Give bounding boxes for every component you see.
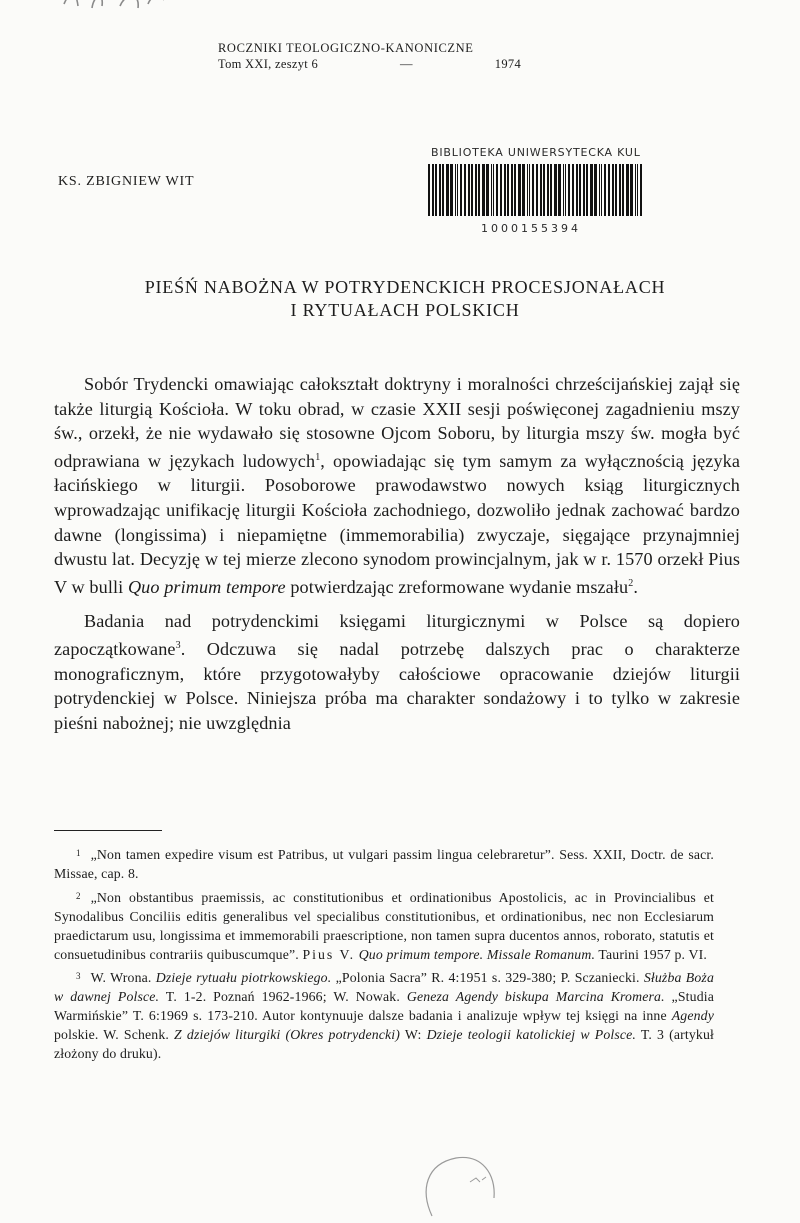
footnote-ref-2: 2 [628, 577, 634, 589]
p1-text-b: , opowiadając się tym samym za wyłącznością języka łacińskiego w liturgii. Posoborowe prawodawstwo nowych ksiąg liturgicznych wprowadzając unifikację liturgii Kościoła zachodniego, dozwoliło jednak zachować bardzo dawne (longissima) i niepamiętne (immemorabilia) zwyczaje, sięgające przynajmniej dwustu lat. Decyzję w tej mierze zlecono synodom prowincjalnym, jak w r. 1570 orzekł Pius V w bulli [54, 450, 740, 597]
p1-bull-title: Quo primum tempore [127, 576, 286, 597]
journal-dash: — [400, 57, 413, 71]
footnote-ref-1: 1 [315, 451, 321, 463]
footnote-3-seg: polskie. W. Schenk. [54, 1027, 175, 1043]
footnote-1-text: „Non tamen expedire visum est Patribus, ut vulgari passim lingua celebraretur”. Sess. XXII, Doctr. de sacr. Missae, cap. 8. [54, 847, 714, 881]
author-name: KS. ZBIGNIEW WIT [58, 174, 195, 189]
footnote-3-title: Dzieje rytuału piotrkowskiego. [155, 970, 332, 986]
footnote-2 [54, 887, 714, 965]
footnote-2-text: „Non obstantibus praemissis, ac constitutionibus et ordinationibus Apostolicis, ac in Provincialibus et Synodalibus Conciliis editis generalibus vel specialibus constitutionibus, et ordinationibus, nec non Ecclesiarum praedictarum usu, longissima et immemorabili praescriptione, non tamen supra ducentos annos, roborato, statutis et consuetudinibus contrariis quibuscumque”. [54, 889, 714, 962]
footnote-3-title: Z dziejów liturgiki (Okres potrydencki) [174, 1027, 401, 1043]
article-body [54, 372, 740, 736]
library-stamp-mark [412, 1150, 502, 1220]
journal-volume: Tom XXI, zeszyt 6 [218, 57, 319, 71]
title-line-2: I RYTUAŁACH POLSKICH [290, 300, 520, 320]
footnote-3-title: Dzieje teologii katolickiej w Polsce. [426, 1027, 637, 1043]
footnote-3-seg: W: [400, 1027, 427, 1043]
footnote-3-seg: „Studia Warmińskie” T. 6:1969 s. 173-210. Autor kontynuuje dalsze badania i analizuje wpływ tej księgi na inne [54, 989, 714, 1024]
footnote-3-seg: T. 3 (artykuł złożony do druku). [54, 1027, 715, 1062]
journal-name: ROCZNIKI TEOLOGICZNO-KANONICZNE [218, 41, 474, 55]
footnote-2-number: 2 [76, 890, 81, 901]
footnote-ref-3: 3 [175, 640, 181, 652]
p1-text-c: potwierdzając zreformowane wydanie mszału [285, 576, 629, 597]
handwritten-mark [60, 0, 170, 12]
article-title [30, 276, 780, 322]
footnote-divider [54, 830, 162, 831]
journal-year: 1974 [494, 57, 521, 71]
barcode-number: 1000155394 [481, 222, 581, 235]
footnote-3 [54, 967, 714, 1064]
footnotes [54, 844, 714, 1067]
journal-issue-line [218, 56, 521, 72]
footnote-1 [54, 844, 714, 884]
footnote-3-seg: T. 1-2. Poznań 1962-1966; W. Nowak. [159, 989, 407, 1005]
footnote-3-title: Agendy [671, 1008, 714, 1024]
footnote-3-title: Geneza Agendy biskupa Marcina Kromera. [406, 989, 665, 1005]
barcode-image [428, 164, 644, 216]
p1-text-d: . [633, 576, 638, 597]
p2-text-a: Badania nad potrydenckimi księgami liturgicznymi w Polsce są dopiero zapoczątkowane [54, 611, 740, 660]
footnote-2-tail: Taurini 1957 p. VI. [595, 946, 707, 962]
footnote-3-seg: W. Wrona. [90, 970, 156, 986]
paragraph-1 [54, 372, 740, 599]
footnote-2-author: Pius V. [302, 946, 356, 962]
footnote-2-work: Quo primum tempore. Missale Romanum. [358, 946, 596, 962]
journal-header [218, 40, 521, 72]
p2-text-b: . Odczuwa się nadal potrzebę dalszych prac o charakterze monograficznym, które przygotowałyby całościowe opracowanie dziejów liturgii potrydenckiej w Polsce. Niniejsza próba ma charakter sondażowy i to tylko w zakresie pieśni nabożnej; nie uwzględnia [54, 639, 740, 733]
footnote-3-title: Służba Boża w dawnej Polsce. [54, 970, 714, 1005]
title-line-1: PIEŚŃ NABOŻNA W POTRYDENCKICH PROCESJONAŁACH [144, 277, 666, 297]
footnote-1-number: 1 [76, 848, 81, 858]
library-label: BIBLIOTEKA UNIWERSYTECKA KUL [431, 146, 641, 159]
p1-text-a: Sobór Trydencki omawiając całokształt doktryny i moralności chrześcijańskiej zajął się także liturgią Kościoła. W toku obrad, w czasie XXII sesji poświęconej zagadnieniu mszy św., orzekł, że nie wydawało się stosowne Ojcom Soboru, by liturgia mszy św. mogła być odprawiana w językach ludowych [54, 374, 740, 471]
footnote-3-seg: „Polonia Sacra” R. 4:1951 s. 329-380; P. Sczaniecki. [331, 970, 644, 986]
paragraph-2 [54, 609, 740, 735]
footnote-3-number: 3 [76, 971, 81, 982]
